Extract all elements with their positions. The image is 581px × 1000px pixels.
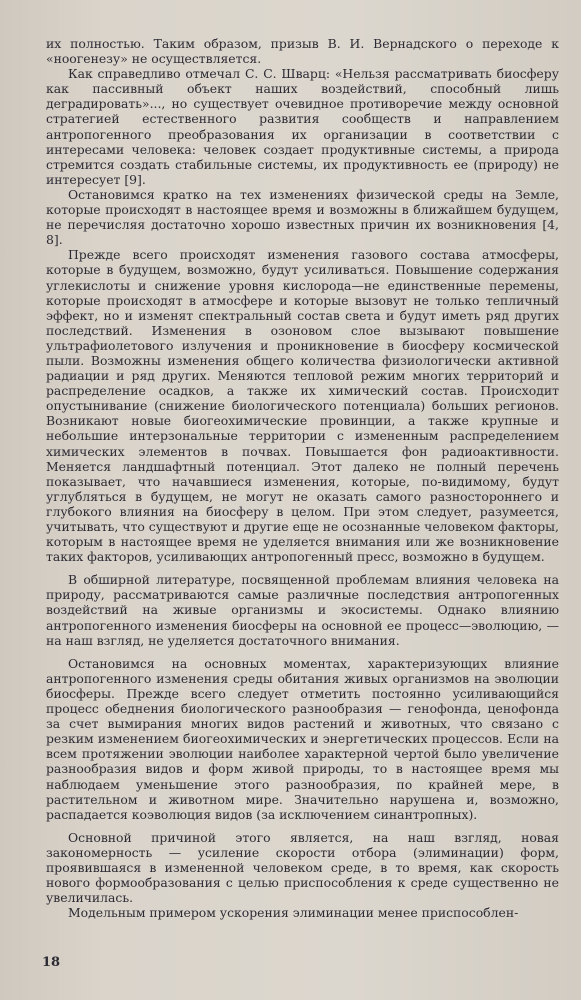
paragraph-atmosphere-changes: Прежде всего происходят изменения газового состава атмосферы, которые в будущем, возможно, будут усиливаться. Повышение содержания углекислоты и снижение уровня кислорода—не единственные перемены, которые происходят в атмосфере и которые вызовут не только тепличный эффект, но и изменят спектральный состав света и будут иметь ряд других последствий. Изменения в озоновом слое вызывают повышение ультрафиолетового излучения и проникновение в биосферу космической пыли. Возможны изменения общего количества физиологически активной радиации и ряд других. Меняются тепловой режим многих территорий и распределение осадков, а также их химический состав. Происходит опустынивание (снижение биологического потенциала) больших регионов. Возникают новые биогеохимические провинции, а также крупные и небольшие интерзональные территории с измененным распределением химических элементов в почвах. Повышается фон радиоактивности. Меняется ландшафтный потенциал. Этот далеко не полный перечень показывает, что начавшиеся изменения, которые, по-видимому, будут углубляться в будущем, не могут не оказать самого разностороннего и глубокого влияния на биосферу в целом. При этом следует, разумеется, учитывать, что существуют и другие еще не осознанные человеком факторы, которым в настоящее время не уделяется внимания или же возникновение таких факторов, усиливающих антропогенный пресс, возможно в будущем. [46, 247, 559, 565]
page-number: 18 [42, 955, 61, 970]
paragraph-shvarts-quote: Как справедливо отмечал С. С. Шварц: «Нельзя рассматривать биосферу как пассивный объект наших воздействий, способный лишь деградировать»..., но существует очевидное противоречие между основной стратегией естественного развития сообществ и направлением антропогенного преобразования их организации в соответствии с интересами человека: человек создает продуктивные системы, а природа стремится создать стабильные системы, их продуктивность ее (природу) не интересует [9]. [46, 66, 559, 187]
body-text [46, 36, 559, 920]
paragraph-main-cause: Основной причиной этого является, на наш взгляд, новая закономерность — усиление скорости отбора (элиминации) форм, проявившаяся в измененной человеком среде, в то время, как скорость нового формообразования с целью приспособления к среде существенно не увеличилась. [46, 829, 559, 906]
paragraph-model-example: Модельным примером ускорения элиминации менее приспособлен- [68, 905, 519, 921]
paragraph-physical-environment: Остановимся кратко на тех изменениях физической среды на Земле, которые происходят в настоящее время и возможны в ближайшем будущем, не перечисляя достаточно хорошо известных причин их возникновения [4, 8]. [46, 186, 559, 248]
paragraph-literature: В обширной литературе, посвященной проблемам влияния человека на природу, рассматриваются самые различные последствия антропогенных воздействий на живые организмы и экосистемы. Однако влиянию антропогенного изменения биосферы на основной ее процесс—эволюцию, — на наш взгляд, не уделяется достаточного внимания. [46, 572, 559, 648]
paragraph-evolution-impact: Остановимся на основных моментах, характеризующих влияние антропогенного изменения среды обитания живых организмов на эволюции биосферы. Прежде всего следует отметить постоянно усиливающийся процесс обеднения биологического разнообразия — генофонда, ценофонда за счет вымирания многих видов растений и животных, что связано с резким изменением биогеохимических и энергетических процессов. Если на всем протяжении эволюции наиболее характерной чертой было увеличение разнообразия видов и форм живой природы, то в настоящее время мы наблюдаем уменьшение этого разнообразия, по крайней мере, в растительном и животном мире. Значительно нарушена и, возможно, распадается коэволюция видов (за исключением синантропных). [46, 655, 559, 822]
paragraph-continuation: их полностью. Таким образом, призыв В. И. Вернадского о переходе к «ноогенезу» не осуществляется. [46, 36, 559, 67]
